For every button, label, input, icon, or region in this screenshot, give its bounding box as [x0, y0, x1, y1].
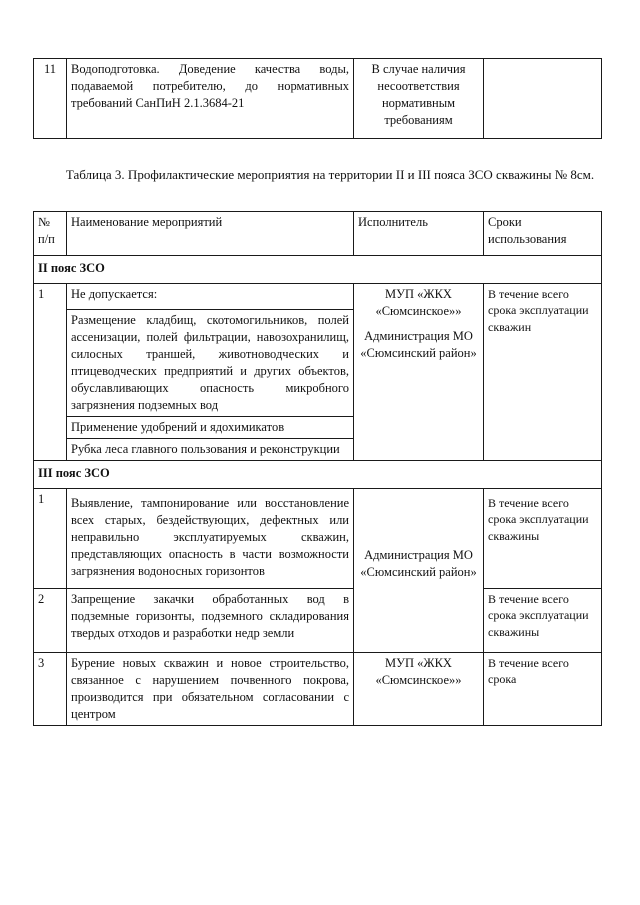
measure-name: Бурение новых скважин и новое строительство, связанное с нарушением почвенного покрова, производится при обязательном согласовании с центром: [67, 653, 354, 726]
table-row: [34, 653, 602, 726]
executor-cell: [354, 284, 484, 461]
measure-name: Выявление, тампонирование или восстановление всех старых, бездействующих, дефектных или неправильно эксплуатируемых скважин, представляющих опасность в части возможности загрязнения водоносных горизонтов: [67, 489, 354, 589]
list-item: Рубка леса главного пользования и реконструкции: [67, 438, 353, 460]
measure-list: [67, 284, 354, 461]
executor-1: МУП «ЖКХ «Сюмсинское»»: [375, 287, 462, 318]
executor-2: Администрация МО «Сюмсинский район»: [360, 329, 477, 360]
period-cell: В течение всего срока эксплуатации скважин: [484, 284, 602, 461]
table-row: [34, 589, 602, 653]
period-cell: В течение всего срока эксплуатации скважины: [484, 489, 602, 589]
row-number: 3: [34, 653, 67, 726]
period-cell: В течение всего срока: [484, 653, 602, 726]
table-header-row: [34, 212, 602, 256]
list-item: Размещение кладбищ, скотомогильников, полей ассенизации, полей фильтрации, навозохранилищ, силосных траншей, животноводческих и птицеводческих предприятий и других объектов, обуславливающих опасность микробного загрязнения подземных вод: [67, 309, 353, 416]
list-item: Не допускается:: [71, 287, 158, 301]
executor-shared: Администрация МО «Сюмсинский район»: [360, 547, 477, 579]
list-item: Применение удобрений и ядохимикатов: [67, 416, 353, 438]
measure-name: Запрещение закачки обработанных вод в подземные горизонты, подземного складирования твердых отходов и разработки недр земли: [67, 589, 354, 653]
executor-cell-shared: [354, 489, 484, 653]
section-title: III пояс ЗСО: [34, 461, 602, 489]
measure-name: Водоподготовка. Доведение качества воды, подаваемой потребителю, до нормативных требований СанПиН 2.1.3684-21: [67, 59, 354, 139]
header-executor: Исполнитель: [354, 212, 484, 256]
section-row-zone2: [34, 256, 602, 284]
header-num: № п/п: [34, 212, 67, 256]
header-period: Сроки использования: [484, 212, 602, 256]
row-number: 11: [34, 59, 67, 139]
table-row: [34, 59, 602, 139]
row-number: 1: [34, 284, 67, 461]
executor-cell: В случае наличия несоответствия нормативным требованиям: [354, 59, 484, 139]
row-number: 2: [34, 589, 67, 653]
section-row-zone3: [34, 461, 602, 489]
period-cell: В течение всего срока эксплуатации скважины: [484, 589, 602, 653]
section-title: II пояс ЗСО: [34, 256, 602, 284]
table-caption: Таблица 3. Профилактические мероприятия на территории II и III пояса ЗСО скважины № 8см.: [65, 167, 595, 182]
executor-cell: МУП «ЖКХ «Сюмсинское»»: [354, 653, 484, 726]
continued-table: [33, 58, 602, 139]
header-name: Наименование мероприятий: [67, 212, 354, 256]
period-cell: [484, 59, 602, 139]
table-row: [34, 489, 602, 589]
measures-table: [33, 211, 602, 726]
row-number: 1: [34, 489, 67, 589]
table-row: [34, 284, 602, 461]
